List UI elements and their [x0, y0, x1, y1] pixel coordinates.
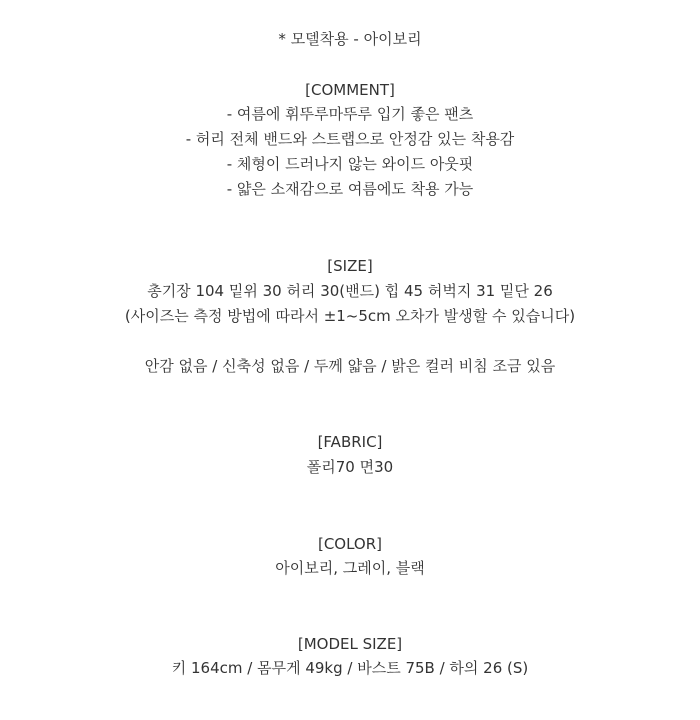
comment-line-4: - 얇은 소재감으로 여름에도 착용 가능: [226, 180, 474, 198]
model-size-heading: [MODEL SIZE]: [297, 635, 403, 653]
color-heading: [COLOR]: [317, 535, 383, 553]
color-value: 아이보리, 그레이, 블랙: [275, 559, 425, 577]
size-note: (사이즈는 측정 방법에 따라서 ±1~5cm 오차가 발생할 수 있습니다): [124, 307, 576, 325]
comment-line-2: - 허리 전체 밴드와 스트랩으로 안정감 있는 착용감: [185, 130, 515, 148]
fabric-value: 폴리70 면30: [306, 458, 394, 476]
model-note: * 모델착용 - 아이보리: [278, 30, 422, 48]
comment-line-1: - 여름에 휘뚜루마뚜루 입기 좋은 팬츠: [226, 105, 474, 123]
fabric-heading: [FABRIC]: [317, 433, 383, 451]
size-measurements: 총기장 104 밑위 30 허리 30(밴드) 힙 45 허벅지 31 밑단 26: [147, 282, 553, 300]
size-details: 안감 없음 / 신축성 없음 / 두께 얇음 / 밝은 컬러 비침 조금 있음: [144, 357, 556, 375]
comment-heading: [COMMENT]: [305, 81, 395, 99]
model-size-value: 키 164cm / 몸무게 49kg / 바스트 75B / 하의 26 (S): [171, 659, 529, 677]
size-heading: [SIZE]: [327, 257, 373, 275]
comment-line-3: - 체형이 드러나지 않는 와이드 아웃핏: [226, 155, 474, 173]
